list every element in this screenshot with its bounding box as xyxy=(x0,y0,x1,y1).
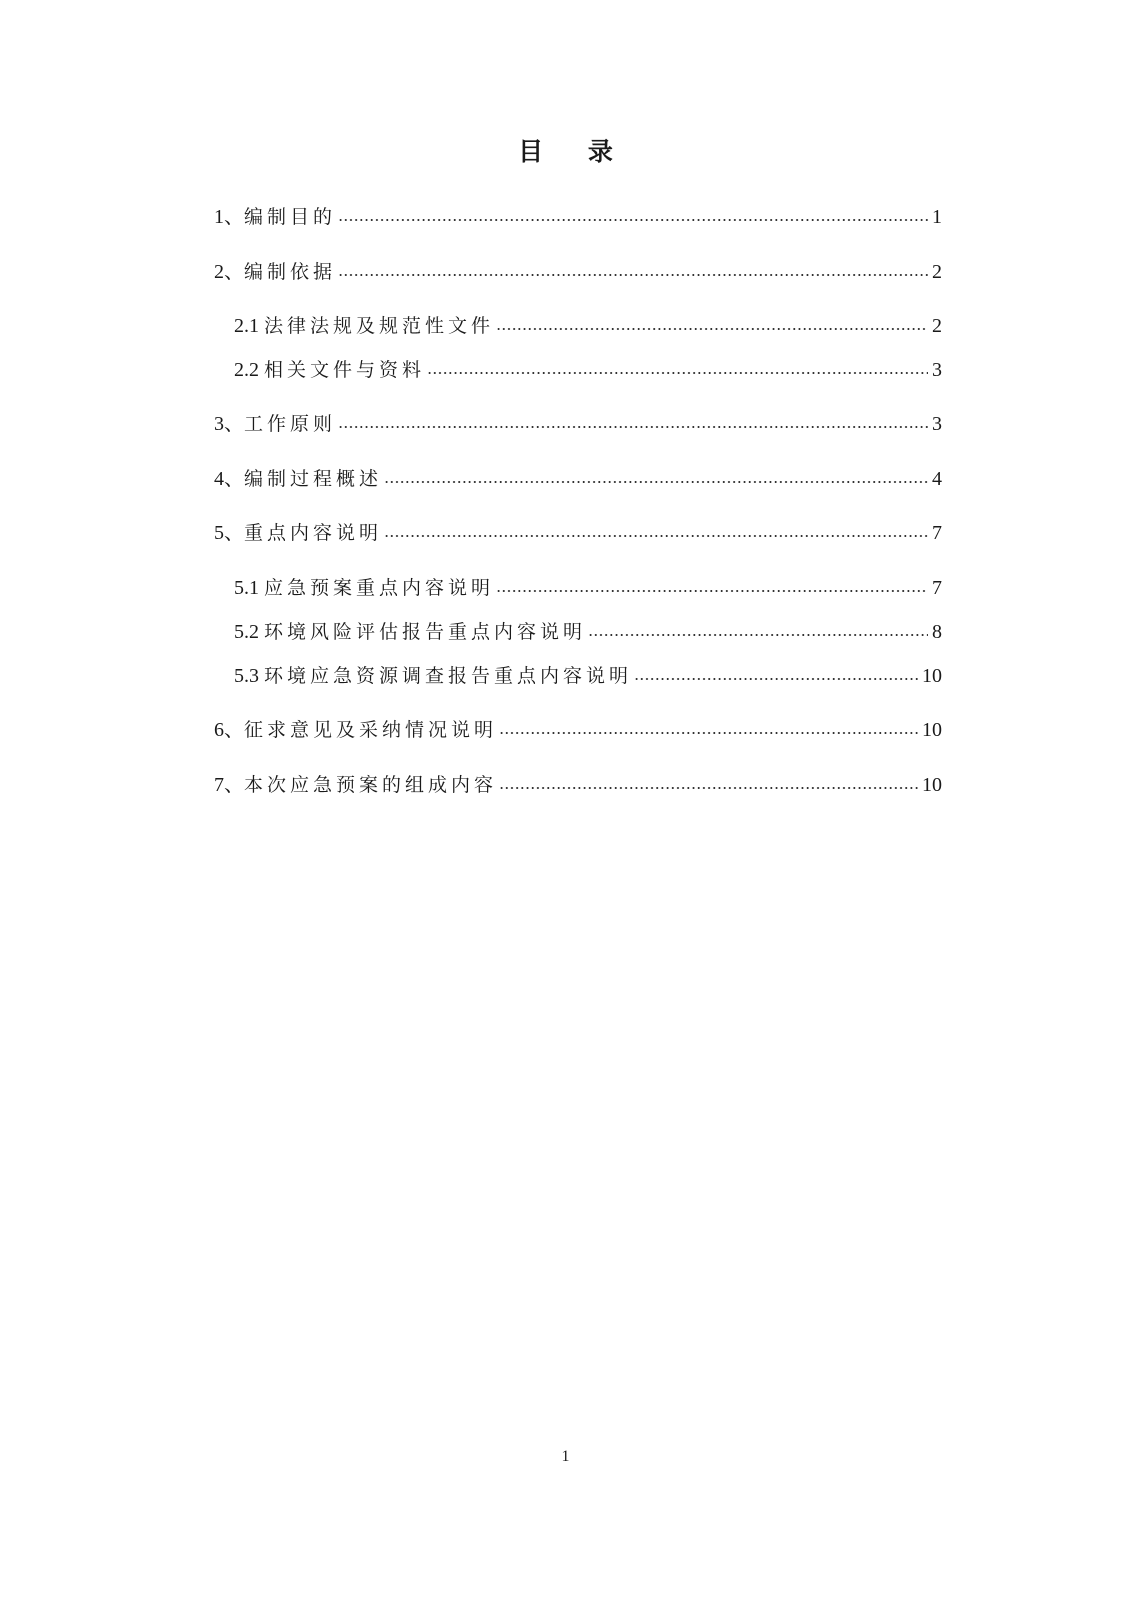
toc-entry-text: 环境应急资源调查报告重点内容说明 xyxy=(264,665,633,687)
dot-leader xyxy=(338,272,928,278)
toc-entry[interactable] xyxy=(214,410,942,438)
toc-entry-number: 7、 xyxy=(214,774,244,796)
toc-entry-number: 2.2 xyxy=(234,359,264,381)
toc-entry-number: 2、 xyxy=(214,261,244,283)
toc-entry-label xyxy=(234,356,425,384)
toc-entry-text: 编制过程概述 xyxy=(244,468,383,490)
toc-entry[interactable] xyxy=(214,771,942,799)
toc-entry-number: 1、 xyxy=(214,206,244,228)
toc-entry-number: 6、 xyxy=(214,719,244,741)
toc-entry[interactable] xyxy=(214,519,942,547)
toc-entry-page: 3 xyxy=(932,359,942,381)
dot-leader xyxy=(427,370,928,376)
toc-entry-page: 8 xyxy=(932,621,942,643)
toc-entry-text: 应急预案重点内容说明 xyxy=(264,577,495,599)
dot-leader xyxy=(384,533,928,539)
dot-leader xyxy=(588,632,928,638)
toc-entry-text: 重点内容说明 xyxy=(244,522,383,544)
toc-entry[interactable] xyxy=(214,203,942,231)
dot-leader xyxy=(496,326,928,332)
toc-entry-number: 5.3 xyxy=(234,665,264,687)
toc-entry-label xyxy=(234,574,494,602)
toc-entry-label xyxy=(214,771,497,799)
toc-entry-number: 5.2 xyxy=(234,621,264,643)
toc-entry[interactable] xyxy=(234,574,942,602)
toc-entry-label xyxy=(214,410,336,438)
dot-leader xyxy=(338,424,928,430)
dot-leader xyxy=(384,479,928,485)
toc-entry[interactable] xyxy=(214,258,942,286)
toc-entry-label xyxy=(214,519,382,547)
toc-entry[interactable] xyxy=(214,716,942,744)
toc-entry-text: 编制目的 xyxy=(244,206,337,228)
toc-entry[interactable] xyxy=(234,618,942,646)
toc-entry-label xyxy=(214,465,382,493)
toc-entry-number: 5.1 xyxy=(234,577,264,599)
dot-leader xyxy=(499,785,918,791)
toc-entry-label xyxy=(214,716,497,744)
toc-entry-text: 本次应急预案的组成内容 xyxy=(244,774,498,796)
toc-entry-label xyxy=(234,662,632,690)
toc-entry-label xyxy=(214,203,336,231)
toc-entry-label xyxy=(214,258,336,286)
toc-entry-number: 3、 xyxy=(214,413,244,435)
toc-entry-text: 法律法规及规范性文件 xyxy=(264,315,495,337)
toc-entry-page: 1 xyxy=(932,206,942,228)
dot-leader xyxy=(499,730,918,736)
dot-leader xyxy=(496,588,928,594)
toc-entry-page: 4 xyxy=(932,468,942,490)
toc-entry-text: 相关文件与资料 xyxy=(264,359,426,381)
toc-entry-label xyxy=(234,312,494,340)
toc-entry-number: 5、 xyxy=(214,522,244,544)
toc-entry-text: 编制依据 xyxy=(244,261,337,283)
toc-entry-page: 3 xyxy=(932,413,942,435)
toc-entry-text: 环境风险评估报告重点内容说明 xyxy=(264,621,587,643)
toc-entry-page: 10 xyxy=(922,774,942,796)
toc-entry-text: 征求意见及采纳情况说明 xyxy=(244,719,498,741)
toc-entry-page: 7 xyxy=(932,577,942,599)
toc-entry[interactable] xyxy=(234,662,942,690)
toc-entry-page: 7 xyxy=(932,522,942,544)
toc-entry-page: 10 xyxy=(922,719,942,741)
page-title: 目 录 xyxy=(518,137,631,166)
dot-leader xyxy=(338,217,928,223)
toc-entry[interactable] xyxy=(234,312,942,340)
toc-entry-page: 2 xyxy=(932,261,942,283)
toc-entry[interactable] xyxy=(214,465,942,493)
toc-entry[interactable] xyxy=(234,356,942,384)
dot-leader xyxy=(634,676,918,682)
toc-entry-number: 2.1 xyxy=(234,315,264,337)
toc-entry-number: 4、 xyxy=(214,468,244,490)
toc-entry-label xyxy=(234,618,586,646)
toc-entry-page: 10 xyxy=(922,665,942,687)
toc-entry-text: 工作原则 xyxy=(244,413,337,435)
toc-entry-page: 2 xyxy=(932,315,942,337)
page-number: 1 xyxy=(561,1448,570,1465)
